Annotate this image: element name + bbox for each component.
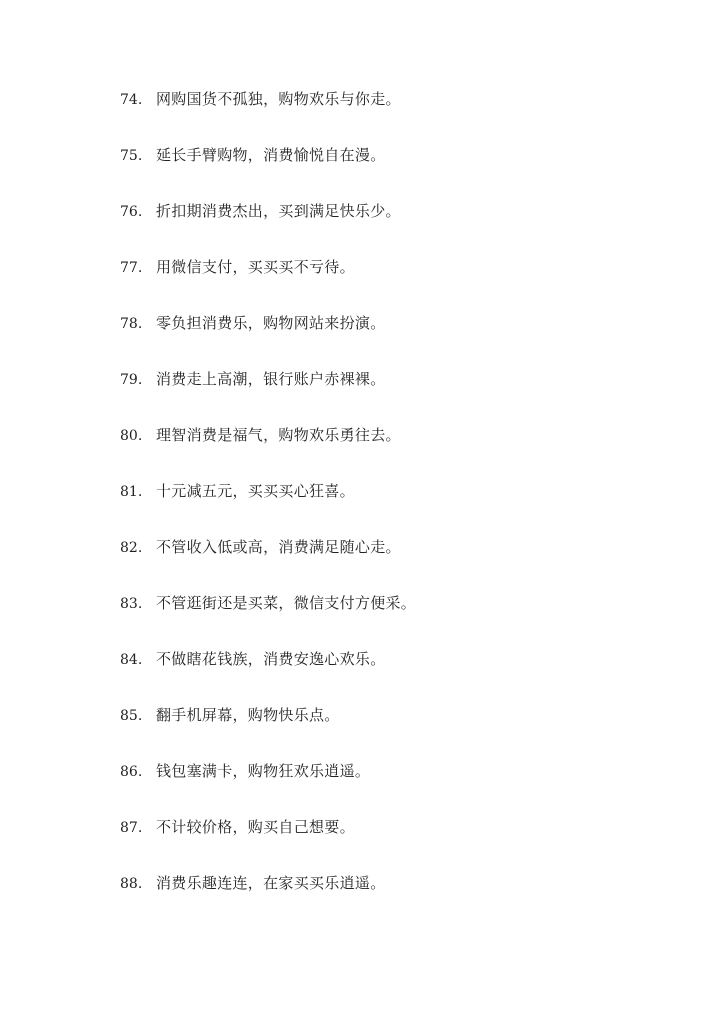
list-item [120,423,680,479]
item-text: 理智消费是福气，购物欢乐勇往去。 [156,426,401,444]
item-number: 87. [120,820,143,836]
list-item [120,647,680,703]
item-number: 81. [120,484,143,500]
item-number: 88. [120,876,143,892]
list-item [120,815,680,871]
list-item [120,871,680,927]
item-number: 75. [120,148,143,164]
list-item [120,199,680,255]
item-number: 77. [120,260,143,276]
item-text: 不管收入低或高，消费满足随心走。 [156,538,401,556]
list-item [120,311,680,367]
item-text: 钱包塞满卡，购物狂欢乐逍遥。 [156,762,371,780]
item-text: 用微信支付，买买买不亏待。 [156,258,355,276]
item-number: 82. [120,540,143,556]
item-number: 78. [120,316,143,332]
item-text: 不做瞎花钱族，消费安逸心欢乐。 [156,650,386,668]
item-text: 翻手机屏幕，购物快乐点。 [156,706,340,724]
slogan-list [120,87,680,927]
item-number: 80. [120,428,143,444]
list-item [120,255,680,311]
item-text: 零负担消费乐，购物网站来扮演。 [156,314,386,332]
item-number: 86. [120,764,143,780]
item-text: 消费乐趣连连，在家买买乐逍遥。 [156,874,386,892]
list-item [120,479,680,535]
item-text: 十元减五元，买买买心狂喜。 [156,482,355,500]
list-item [120,703,680,759]
list-item [120,535,680,591]
item-text: 不计较价格，购买自己想要。 [156,818,355,836]
item-text: 消费走上高潮，银行账户赤裸裸。 [156,370,386,388]
item-text: 不管逛街还是买菜，微信支付方便采。 [156,594,417,612]
item-text: 折扣期消费杰出，买到满足快乐少。 [156,202,401,220]
item-number: 85. [120,708,143,724]
list-item [120,591,680,647]
list-item [120,87,680,143]
item-number: 76. [120,204,143,220]
item-text: 网购国货不孤独，购物欢乐与你走。 [156,90,401,108]
item-number: 83. [120,596,143,612]
item-number: 79. [120,372,143,388]
list-item [120,759,680,815]
list-item [120,367,680,423]
item-text: 延长手臂购物，消费愉悦自在漫。 [156,146,386,164]
item-number: 84. [120,652,143,668]
list-item [120,143,680,199]
item-number: 74. [120,92,143,108]
